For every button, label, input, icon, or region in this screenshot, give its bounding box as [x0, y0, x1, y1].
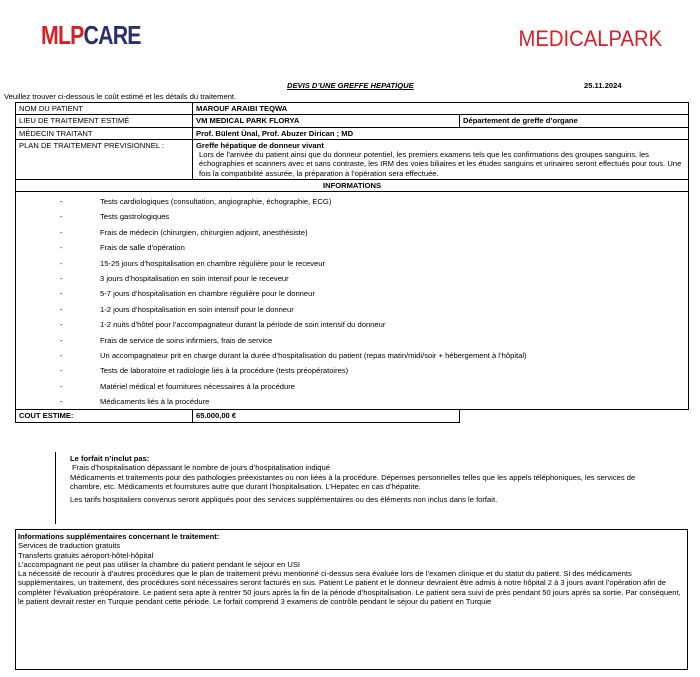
quote-table — [15, 102, 689, 423]
doctor-label: MÉDECIN TRAITANT — [16, 127, 193, 139]
supplementary-line: Services de traduction gratuits — [18, 541, 121, 551]
dash-bullet: - — [60, 304, 63, 314]
forfait-exclusions — [55, 452, 678, 524]
informations-list-cell — [16, 192, 689, 410]
cost-label: COUT ESTIME: — [16, 410, 193, 422]
patient-name-row — [16, 103, 689, 115]
dash-bullet: - — [60, 227, 63, 237]
dash-bullet: - — [60, 381, 63, 391]
information-item — [16, 348, 688, 363]
information-item — [16, 394, 688, 409]
medicalpark-logo: MEDICALPARK — [518, 26, 662, 51]
dash-bullet: - — [60, 366, 63, 376]
information-item-text: Un accompagnateur prit en charge durant la durée d’hospitalisation du patient (repas matin/midi/soir + hébergement à l’hôpital) — [100, 350, 527, 360]
forfait-line: Médicaments et traitements pour des pathologies préexistantes ou non liées à la procédure. Dépenses personnelles telles que les appels téléphoniques, les services de chambre, etc. Médicaments et fournitures autre que durant l’hospitalisation. L’Hepatec en cas d’hépatite. — [70, 472, 636, 491]
information-item-text: Frais de salle d’opération — [100, 243, 185, 253]
information-item-text: Frais de service de soins infirmiers, frais de service — [100, 335, 273, 345]
dash-bullet: - — [60, 243, 63, 253]
information-item-text: 1-2 nuits d’hôtel pour l’accompagnateur durant la période de soin intensif du donneur — [100, 320, 386, 330]
information-item — [16, 302, 688, 317]
information-item — [16, 256, 688, 271]
information-item-text: Tests gastrologiques — [100, 212, 170, 222]
information-item-text: 5-7 jours d’hospitalisation en chambre régulière pour le donneur — [100, 289, 315, 299]
treatment-place-row — [16, 115, 689, 127]
dash-bullet: - — [60, 273, 63, 283]
information-item — [16, 194, 688, 209]
dash-bullet: - — [60, 335, 63, 345]
intro-text: Veuillez trouver ci-dessous le coût estimé et les détails du traitement. — [4, 92, 237, 101]
information-item — [16, 225, 688, 240]
patient-name-label: NOM DU PATIENT — [16, 103, 193, 115]
treatment-plan-description: Lors de l’arrivée du patient ainsi que du donneur potentiel, les premiers examens tels que les confirmations des groupes sanguins, les échographies et scanners avec et sans contraste, les IRM des voies biliaires et les études sanguins et urinaires seront effectués pour tous. Une fois la compatibilité assurée, la préparation à l’opération sera effectuée. — [199, 150, 682, 178]
treatment-place-value: VM MEDICAL PARK FLORYA — [193, 115, 460, 127]
logo-mlp-text: MLP — [41, 20, 84, 50]
cost-row — [16, 410, 689, 422]
information-item-text: 15-25 jours d’hospitalisation en chambre régulière pour le receveur — [100, 258, 325, 268]
doctor-row — [16, 127, 689, 139]
forfait-heading: Le forfait n’inclut pas: — [70, 454, 150, 463]
treatment-plan-row — [16, 139, 689, 179]
informations-list-row — [16, 192, 689, 410]
dash-bullet: - — [60, 350, 63, 360]
cost-value: 65.000,00 € — [193, 410, 460, 422]
supplementary-line: Transferts gratuits aéroport-hôtel-hôpital — [18, 550, 154, 560]
dash-bullet: - — [60, 320, 63, 330]
information-item-text: Tests de laboratoire et radiologie liés à la procédure (tests préopératoires) — [100, 366, 349, 376]
informations-heading: INFORMATIONS — [16, 179, 689, 191]
information-item-text: Médicaments liés à la procédure — [100, 397, 210, 407]
dash-bullet: - — [60, 289, 63, 299]
supplementary-heading: Informations supplémentaires concernant le traitement: — [18, 532, 220, 541]
information-item-text: Frais de médecin (chirurgien, chirurgien adjoint, anesthésiste) — [100, 227, 308, 237]
document-date: 25.11.2024 — [584, 81, 622, 90]
informations-list — [16, 194, 688, 409]
dash-bullet: - — [60, 397, 63, 407]
supplementary-line: La nécessité de recourir à d’autres procédures que le plan de traitement prévu mentionné ci-dessus sera évaluée lors de l’examen clinique et du statut du patient. Si des médicaments supplémentaires, un traitement, des procédures sont nécessaires seront facturés en sus. Patient Le patient et le donneur devraient être admis à notre hôpital 2 à 3 jours avant l’opération afin de compléter l’évaluation préopératoire. Le patient sera apte à rentrer 50 jours après la fin de la période d’hospitalisation. Le patient sera suivi de près pendant 50 jours après sa sortie. Par conséquent, le patient devrait rester en Turquie pendant cette période. Le forfait comprend 3 examens de contrôle pendant le séjour du patient en Turquie — [18, 569, 681, 606]
forfait-line: Frais d’hospitalisation dépassant le nombre de jours d’hospitalisation indiqué — [72, 463, 330, 473]
cost-empty-cell — [460, 410, 689, 422]
logo-care-text: CARE — [83, 20, 141, 50]
department-value: Département de greffe d’organe — [460, 115, 689, 127]
dash-bullet: - — [60, 197, 63, 206]
information-item — [16, 317, 688, 332]
supplementary-info — [15, 529, 688, 670]
treatment-place-label: LIEU DE TRAITEMENT ESTIMÉ — [16, 115, 193, 127]
doctor-value: Prof. Bülent Ünal, Prof. Abuzer Dirican ; MD — [193, 127, 689, 139]
information-item-text: 3 jours d’hospitalisation en soin intensif pour le receveur — [100, 273, 289, 283]
dash-bullet: - — [60, 258, 63, 268]
informations-heading-row — [16, 179, 689, 191]
forfait-line: Les tarifs hospitaliers convenus seront appliqués pour des services supplémentaires ou des éléments non inclus dans le forfait. — [70, 495, 498, 504]
information-item — [16, 333, 688, 348]
information-item — [16, 379, 688, 394]
information-item — [16, 271, 688, 286]
information-item-text: 1-2 jours d’hospitalisation en soin intensif pour le donneur — [100, 304, 294, 314]
information-item — [16, 363, 688, 378]
treatment-plan-title: Greffe hépatique de donneur vivant — [196, 140, 324, 150]
information-item — [16, 286, 688, 301]
information-item — [16, 209, 688, 224]
supplementary-line: L’accompagnant ne peut pas utiliser la chambre du patient pendant le séjour en USI — [18, 559, 300, 569]
patient-name-value: MAROUF ARAIBI TEQWA — [193, 103, 689, 115]
mlpcare-logo — [41, 20, 141, 52]
dash-bullet: - — [60, 212, 63, 222]
information-item-text: Tests cardiologiques (consultation, angiographie, échographie, ECG) — [100, 197, 332, 206]
treatment-plan-label: PLAN DE TRAITEMENT PREVISIONNEL : — [16, 139, 193, 179]
document-title: DEVIS D’UNE GREFFE HEPATIQUE — [287, 81, 414, 90]
information-item — [16, 240, 688, 255]
information-item-text: Matériel médical et fournitures nécessaires à la procédure — [100, 381, 296, 391]
treatment-plan-cell — [193, 139, 689, 179]
